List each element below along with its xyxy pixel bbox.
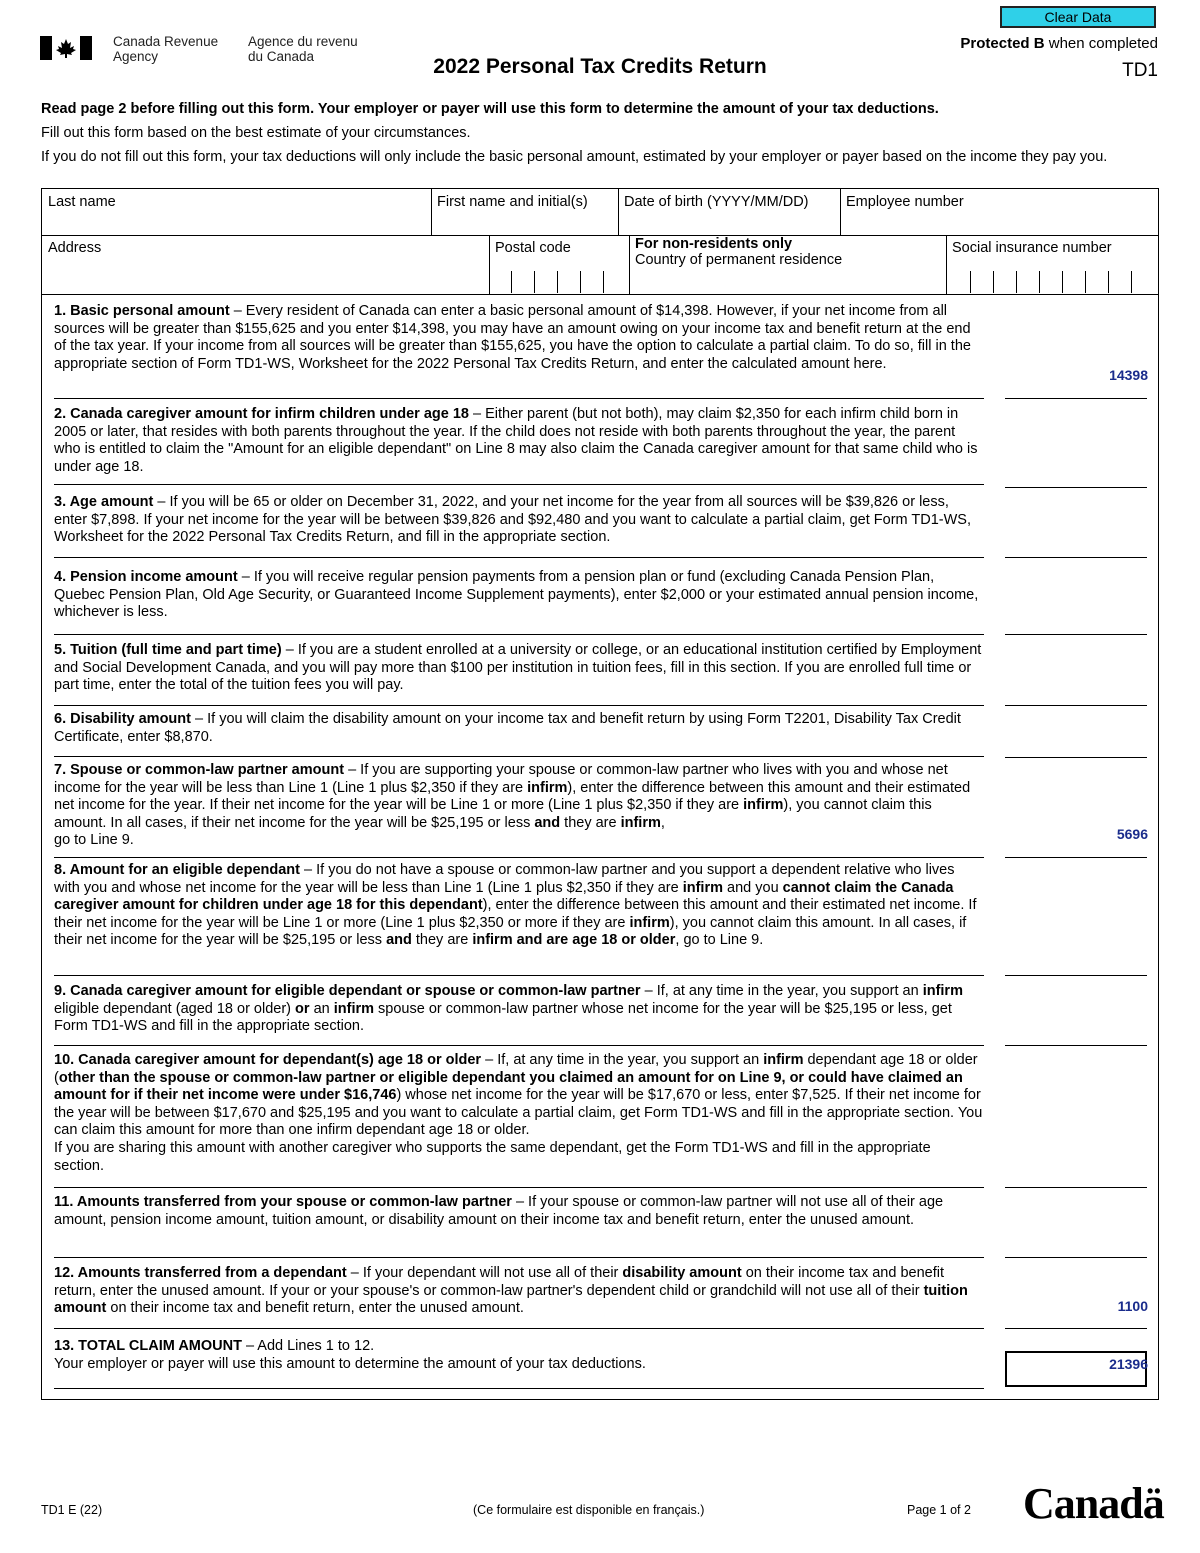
form-code: TD1 — [1122, 60, 1158, 81]
line-1-amount[interactable] — [1005, 366, 1150, 384]
line-1-basic-personal-amount: 1. Basic personal amount – Every resident of Canada can enter a basic personal amount of $14,398. However, if your net income from all sources will be greater than $155,625 and you enter $14,398, you may have an amount owing on your income tax and benefit return at the end of the tax year. If your income from all sources will be greater than $155,625, you have the option to calculate a partial claim. To do so, fill in the appropriate section of Form TD1-WS, Worksheet for the 2022 Personal Tax Credits Return, and enter the calculated amount here. — [54, 303, 971, 372]
line-3-age-amount: 3. Age amount – If you will be 65 or older on December 31, 2022, and your net income for the year from all sources will be $39,826 or less, enter $7,898. If your net income for the year will be between $39,826 and $92,480 and you want to calculate a partial claim, get Form TD1-WS, Worksheet for the 2022 Personal Tax Credits Return, and fill in the appropriate section. — [54, 494, 971, 546]
first-name-label: First name and initial(s) — [437, 194, 588, 210]
line-10-caregiver-dependants: 10. Canada caregiver amount for dependant(s) age 18 or older – If, at any time in the year, you support an infirm dependant age 18 or older (other than the spouse or common-law partner or eligible dependant you claimed an amount for on Line 9, or could have claimed an amount for if their net income were under $16,746) whose net income for the year will be $17,670 or less, enter $7,525. If their net income for the year will be between $17,670 and $25,195 and you want to calculate a partial claim, get Form TD1-WS and fill in the appropriate section. You can claim this amount for more than one infirm dependant age 18 or older. If you are sharing this amount with another caregiver who supports the same dependant, get the Form TD1-WS and fill in the appropriate section. — [54, 1052, 983, 1174]
agency-name-english: Canada Revenue Agency — [113, 34, 219, 64]
first-name-field[interactable] — [431, 189, 618, 215]
address-field[interactable] — [42, 235, 489, 261]
line-9-amount[interactable] — [1005, 1020, 1150, 1038]
social-insurance-number-field[interactable] — [946, 235, 1158, 295]
line-9-caregiver-dependant-spouse: 9. Canada caregiver amount for eligible dependant or spouse or common-law partner – If, at any time in the year, you support an infirm eligible dependant (aged 18 or older) or an infirm spouse or common-law partner whose net income for the year will be $25,195 or less, get Form TD1-WS and fill in the appropriate section. — [54, 983, 963, 1035]
postal-code-field[interactable] — [489, 235, 629, 295]
employee-number-field[interactable] — [840, 189, 1158, 215]
line-13-total-claim: 13. TOTAL CLAIM AMOUNT – Add Lines 1 to 12. Your employer or payer will use this amount to determine the amount of your tax deductions. — [54, 1338, 646, 1372]
line-11-amount[interactable] — [1005, 1235, 1150, 1253]
intro-paragraph-2: If you do not fill out this form, your tax deductions will only include the basic personal amount, estimated by your employer or payer based on the income they pay you. — [41, 149, 1108, 165]
line-6-amount[interactable] — [1005, 734, 1150, 752]
sin-label: Social insurance number — [952, 240, 1112, 256]
line-12-amount[interactable] — [1005, 1297, 1150, 1315]
line-8-eligible-dependant: 8. Amount for an eligible dependant – If you do not have a spouse or common-law partner and you support a dependent relative who lives with you and whose net income for the year will be less than Line 1 (Line 1 plus $2,350 if they are infirm and you cannot claim the Canada caregiver amount for children under age 18 for this dependant), enter the difference between this amount and their estimated net income. If their net income for the year will be Line 1 or more (Line 1 plus $2,350 or more if they are infirm), you cannot claim this amount. In all cases, if their net income for the year will be $25,195 or less and they are infirm and are age 18 or older, go to Line 9. — [54, 862, 977, 949]
clear-data-button[interactable]: Clear Data — [1000, 6, 1156, 28]
intro-paragraph-1: Fill out this form based on the best estimate of your circumstances. — [41, 125, 471, 141]
line-7-amount[interactable] — [1005, 825, 1150, 843]
last-name-field[interactable] — [42, 189, 431, 215]
form-title: 2022 Personal Tax Credits Return — [433, 55, 767, 78]
line-6-disability-amount: 6. Disability amount – If you will claim the disability amount on your income tax and benefit return by using Form T2201, Disability Tax Credit Certificate, enter $8,870. — [54, 711, 961, 745]
line-2-amount[interactable] — [1005, 460, 1150, 478]
address-label: Address — [48, 240, 102, 256]
non-resident-title: For non-residents only — [635, 236, 793, 252]
country-of-residence-label: Country of permanent residence — [635, 252, 843, 268]
last-name-label: Last name — [48, 194, 116, 210]
line-13-total-amount[interactable] — [1005, 1355, 1150, 1373]
line-7-spouse-amount: 7. Spouse or common-law partner amount – If you are supporting your spouse or common-law partner who lives with you and whose net income for the year will be less than Line 1 (Line 1 plus $2,350 if they are infirm), enter the difference between this amount and their estimated net income for the year. If their net income for the year will be Line 1 or more (Line 1 plus $2,350 if they are infirm), you cannot claim this amount. In all cases, if their net income for the year will be $25,195 or less and they are infirm, go to Line 9. — [54, 762, 971, 849]
date-of-birth-label: Date of birth (YYYY/MM/DD) — [624, 194, 809, 210]
line-8-amount[interactable] — [1005, 950, 1150, 968]
intro-instruction: Read page 2 before filling out this form. Your employer or payer will use this form to determine the amount of your tax deductions. — [41, 101, 939, 117]
line-12-transfer-from-dependant: 12. Amounts transferred from a dependant – If your dependant will not use all of their disability amount on their income tax and benefit return, enter the unused amount. If your or your spouse's or common-law partner's dependent child or grandchild will not use all of their tuition amount on their income tax and benefit return, enter the unused amount. — [54, 1265, 968, 1317]
line-2-caregiver-children: 2. Canada caregiver amount for infirm children under age 18 – Either parent (but not both), may claim $2,350 for each infirm child born in 2005 or later, that resides with both parents throughout the year. If the child does not reside with both parents throughout the year, the parent who is entitled to claim the "Amount for an eligible dependant" on Line 8 may also claim the Canada caregiver amount for that same child who is under age 18. — [54, 406, 978, 475]
protected-label: Protected B when completed — [960, 35, 1158, 52]
line-4-pension-income: 4. Pension income amount – If you will receive regular pension payments from a pension plan or fund (excluding Canada Pension Plan, Quebec Pension Plan, Old Age Security, or Guaranteed Income Supplement payments), enter $2,000 or your estimated annual pension income, whichever is less. — [54, 569, 979, 621]
line-5-amount[interactable] — [1005, 683, 1150, 701]
line-11-transfer-from-spouse: 11. Amounts transferred from your spouse or common-law partner – If your spouse or common-law partner will not use all of their age amount, pension income amount, tuition amount, or disability amount on their income tax and benefit return, enter the unused amount. — [54, 1194, 944, 1228]
line-10-amount[interactable] — [1005, 1160, 1150, 1178]
page-number: Page 1 of 2 — [907, 1503, 971, 1517]
employee-number-label: Employee number — [846, 194, 964, 210]
form-version: TD1 E (22) — [41, 1503, 103, 1517]
country-of-residence-field[interactable] — [629, 231, 946, 273]
canada-wordmark-logo: Canadä — [1023, 1479, 1164, 1528]
agency-name-french: Agence du revenu du Canada — [248, 34, 358, 64]
french-availability-note: (Ce formulaire est disponible en français.) — [473, 1503, 705, 1517]
date-of-birth-field[interactable] — [618, 189, 840, 215]
line-5-tuition: 5. Tuition (full time and part time) – If you are a student enrolled at a university or college, or an educational institution certified by Employment and Social Development Canada, and you will pay more than $100 per institution in tuition fees, fill in this section. If you are enrolled full time or part time, enter the total of the tuition fees you will pay. — [54, 642, 982, 694]
line-3-amount[interactable] — [1005, 535, 1150, 553]
postal-code-label: Postal code — [495, 240, 571, 256]
line-4-amount[interactable] — [1005, 610, 1150, 628]
identification-grid — [41, 188, 1159, 295]
